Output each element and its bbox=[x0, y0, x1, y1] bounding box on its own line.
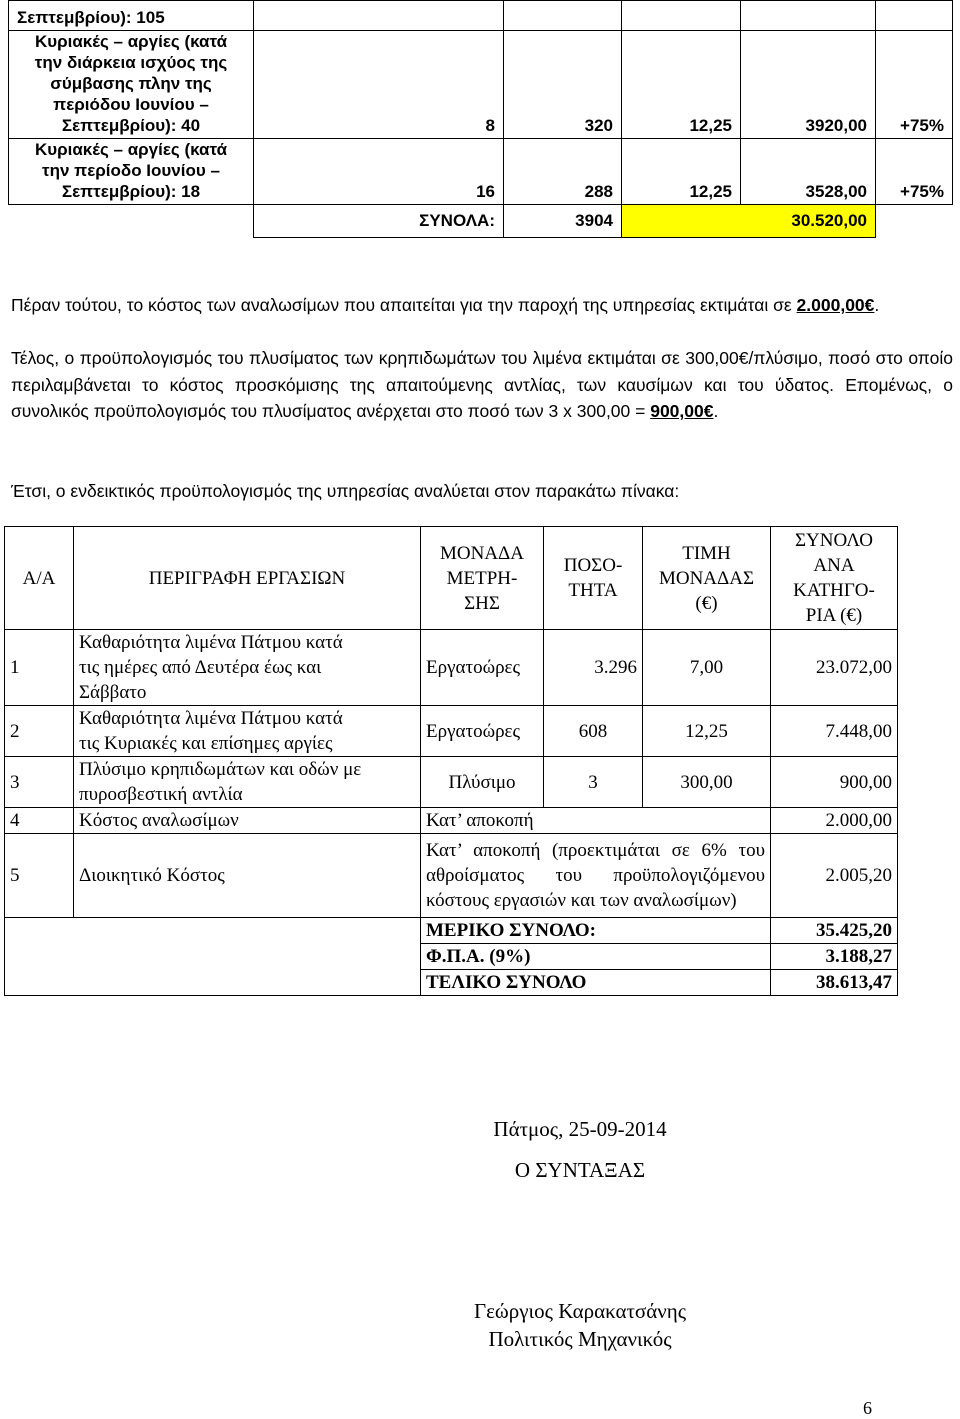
header-unit bbox=[421, 527, 544, 630]
row-total: 2.000,00 bbox=[771, 808, 898, 834]
header-aa: Α/Α bbox=[5, 527, 74, 630]
cell bbox=[741, 1, 876, 31]
summary-label: ΜΕΡΙΚΟ ΣΥΝΟΛΟ: bbox=[421, 918, 771, 944]
header-quantity bbox=[544, 527, 643, 630]
author-title: Πολιτικός Μηχανικός bbox=[488, 1327, 672, 1351]
cell bbox=[876, 1, 953, 31]
top-hours-table bbox=[8, 0, 953, 238]
row-aa: 4 bbox=[5, 808, 74, 834]
summary-value: 3.188,27 bbox=[771, 944, 898, 970]
row-aa: 1 bbox=[5, 630, 74, 706]
desc-line: Σεπτεμβρίου): 40 bbox=[61, 116, 201, 135]
washing-paragraph bbox=[11, 345, 953, 425]
author-role: Ο ΣΥΝΤΑΞΑΣ bbox=[514, 1158, 646, 1182]
desc-line: Πλύσιμο κρηπιδωμάτων και οδών με bbox=[79, 759, 362, 780]
header-description: ΠΕΡΙΓΡΑΦΗ ΕΡΓΑΣΙΩΝ bbox=[74, 527, 421, 630]
washing-amount: 900,00€ bbox=[650, 401, 714, 421]
row-description bbox=[74, 757, 421, 808]
header-line: ΡΙΑ (€) bbox=[805, 605, 863, 626]
surcharge-cell: +75% bbox=[876, 31, 953, 139]
table-row bbox=[9, 139, 953, 205]
table-row bbox=[5, 808, 898, 834]
table-row bbox=[5, 630, 898, 706]
hours-cell: 320 bbox=[504, 31, 622, 139]
summary-row bbox=[5, 944, 898, 970]
amount-cell: 3920,00 bbox=[741, 31, 876, 139]
header-line: ΤΗΤΑ bbox=[568, 580, 618, 601]
row-total: 23.072,00 bbox=[771, 630, 898, 706]
cell bbox=[254, 1, 504, 31]
table-row bbox=[9, 1, 953, 31]
desc-line: Σάββατο bbox=[79, 682, 147, 703]
row-description bbox=[9, 31, 254, 139]
header-unit-price bbox=[643, 527, 771, 630]
row-aa: 2 bbox=[5, 706, 74, 757]
summary-value: 35.425,20 bbox=[771, 918, 898, 944]
desc-line: περιόδου Ιουνίου – bbox=[53, 95, 209, 114]
row-unit-price: 300,00 bbox=[643, 757, 771, 808]
desc-line: τις Κυριακές και επίσημες αργίες bbox=[79, 733, 333, 754]
surcharge-cell: +75% bbox=[876, 139, 953, 205]
desc-line: Σεπτεμβρίου): 18 bbox=[61, 182, 201, 201]
header-line: ΠΟΣΟ- bbox=[563, 555, 623, 576]
summary-row bbox=[5, 918, 898, 944]
summary-value: 38.613,47 bbox=[771, 970, 898, 996]
desc-line: την περίοδο Ιουνίου – bbox=[42, 161, 220, 180]
row-description bbox=[9, 1, 254, 31]
row-aa: 5 bbox=[5, 834, 74, 918]
row-unit: Εργατοώρες bbox=[421, 630, 544, 706]
totals-row bbox=[9, 205, 953, 238]
row-description: Κόστος αναλωσίμων bbox=[74, 808, 421, 834]
empty-cell bbox=[9, 205, 254, 238]
author-name: Γεώργιος Καρακατσάνης bbox=[473, 1299, 687, 1323]
summary-label: ΤΕΛΙΚΟ ΣΥΝΟΛΟ bbox=[421, 970, 771, 996]
desc-line: Κυριακές – αργίες (κατά bbox=[34, 32, 228, 51]
totals-hours: 3904 bbox=[504, 205, 622, 238]
row-description bbox=[9, 139, 254, 205]
rate-cell: 12,25 bbox=[622, 31, 741, 139]
desc-line: Καθαριότητα λιμένα Πάτμου κατά bbox=[79, 708, 343, 729]
row-description bbox=[74, 706, 421, 757]
empty-cell bbox=[5, 944, 74, 970]
row-total: 2.005,20 bbox=[771, 834, 898, 918]
header-line: ΜΟΝΑΔΑ bbox=[440, 542, 524, 564]
summary-row bbox=[5, 970, 898, 996]
header-line: ΣΥΝΟΛΟ bbox=[794, 530, 874, 551]
header-row bbox=[5, 527, 898, 630]
row-quantity: 608 bbox=[544, 706, 643, 757]
paragraph-end: . bbox=[874, 295, 880, 315]
row-unit-price: 12,25 bbox=[643, 706, 771, 757]
empty-cell bbox=[74, 970, 421, 996]
table-row bbox=[5, 757, 898, 808]
header-line: ΜΕΤΡΗ- bbox=[446, 567, 518, 589]
paragraph-end: . bbox=[713, 401, 719, 421]
row-description: Διοικητικό Κόστος bbox=[74, 834, 421, 918]
paragraph-text: Πέραν τούτου, το κόστος των αναλωσίμων που απαιτείται για την παροχή της υπηρεσίας εκτιμάται σε bbox=[11, 295, 797, 315]
amount-cell: 3528,00 bbox=[741, 139, 876, 205]
row-unit: Κατ’ αποκοπή (προεκτιμάται σε 6% του αθροίσματος του προϋπολογιζόμενου κόστους εργασιών και των αναλωσίμων) bbox=[421, 834, 771, 918]
totals-amount: 30.520,00 bbox=[622, 205, 876, 238]
row-total: 900,00 bbox=[771, 757, 898, 808]
intro-paragraph: Έτσι, ο ενδεικτικός προϋπολογισμός της υπηρεσίας αναλύεται στον παρακάτω πίνακα: bbox=[11, 481, 680, 501]
row-total: 7.448,00 bbox=[771, 706, 898, 757]
persons-cell: 8 bbox=[254, 31, 504, 139]
hours-cell: 288 bbox=[504, 139, 622, 205]
desc-line: Καθαριότητα λιμένα Πάτμου κατά bbox=[79, 632, 343, 653]
page-number: 6 bbox=[863, 1398, 872, 1418]
header-line: ΚΑΤΗΓΟ- bbox=[793, 580, 875, 601]
table-row bbox=[5, 834, 898, 918]
desc-line: Κυριακές – αργίες (κατά bbox=[34, 140, 228, 159]
row-unit: Εργατοώρες bbox=[421, 706, 544, 757]
consumables-amount: 2.000,00€ bbox=[796, 295, 875, 315]
rate-cell: 12,25 bbox=[622, 139, 741, 205]
empty-cell bbox=[74, 918, 421, 944]
desc-line: τις ημέρες από Δευτέρα έως και bbox=[79, 657, 322, 678]
desc-line: σύμβασης πλην της bbox=[50, 74, 212, 93]
empty-cell bbox=[5, 970, 74, 996]
row-aa: 3 bbox=[5, 757, 74, 808]
header-line: ΣΗΣ bbox=[464, 592, 500, 614]
header-line: ΤΙΜΗ bbox=[682, 542, 731, 564]
table-row bbox=[5, 706, 898, 757]
row-unit: Πλύσιμο bbox=[421, 757, 544, 808]
row-unit: Κατ’ αποκοπή bbox=[421, 808, 771, 834]
empty-cell bbox=[876, 205, 953, 238]
desc-line: την διάρκεια ισχύος της bbox=[34, 53, 228, 72]
header-total bbox=[771, 527, 898, 630]
empty-cell bbox=[74, 944, 421, 970]
paragraph-text: Τέλος, ο προϋπολογισμός του πλυσίματος των κρηπιδωμάτων του λιμένα εκτιμάται σε 300,00€/πλύσιμο, ποσό στο οποίο περιλαμβάνεται το κόστος προσκόμισης της απαιτούμενης αντλίας, των καυσίμων και του ύδατος. Επομένως, ο συνολικός προϋπολογισμός του πλυσίματος ανέρχεται στο ποσό των 3 x 300,00 = bbox=[11, 348, 953, 421]
row-unit-price: 7,00 bbox=[643, 630, 771, 706]
header-line: ΜΟΝΑΔΑΣ bbox=[658, 567, 755, 589]
cell bbox=[504, 1, 622, 31]
consumables-paragraph bbox=[11, 292, 953, 319]
row-description bbox=[74, 630, 421, 706]
row-quantity: 3 bbox=[544, 757, 643, 808]
table-row bbox=[9, 31, 953, 139]
budget-table bbox=[4, 526, 898, 996]
totals-label: ΣΥΝΟΛΑ: bbox=[254, 205, 504, 238]
desc-line: πυροσβεστική αντλία bbox=[79, 784, 243, 805]
persons-cell: 16 bbox=[254, 139, 504, 205]
row-quantity: 3.296 bbox=[544, 630, 643, 706]
header-line: (€) bbox=[695, 592, 718, 614]
cell bbox=[622, 1, 741, 31]
place-date: Πάτμος, 25-09-2014 bbox=[493, 1117, 667, 1141]
header-line: ΑΝΑ bbox=[813, 555, 855, 576]
desc-line: Σεπτεμβρίου): 105 bbox=[17, 8, 165, 27]
empty-cell bbox=[5, 918, 74, 944]
summary-label: Φ.Π.Α. (9%) bbox=[421, 944, 771, 970]
